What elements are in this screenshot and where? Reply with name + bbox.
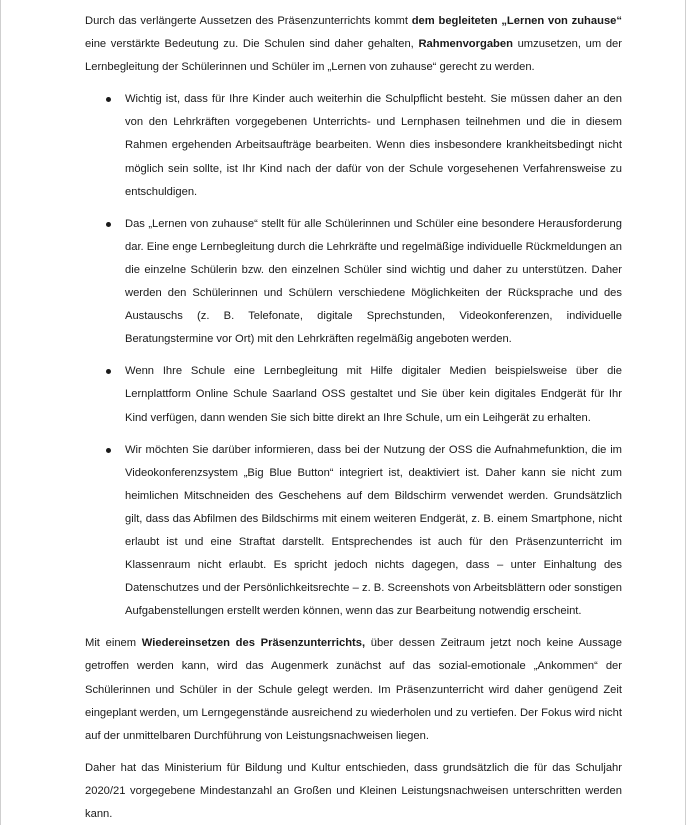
- intro-bold-phrase: dem begleiteten „Lernen von zuhause“: [411, 15, 622, 27]
- paragraph-bold-phrase: Wiedereinsetzen des Präsenzunterrichts,: [141, 637, 366, 650]
- intro-text: umzusetzen, um der Lernbegleitung der Schülerinnen und Schüler im „Lernen von zuhause“ gerecht zu werden.: [85, 38, 622, 74]
- bullet-list: [85, 88, 622, 623]
- intro-bold-phrase: Rahmenvorgaben: [418, 38, 513, 51]
- paragraph-text: über dessen Zeitraum jetzt noch keine Aussage getroffen werden kann, wird das Augenmerk zunächst auf das sozial-emotionale „Ankommen“ der Schülerinnen und Schüler in der Schule gelegt werden. Im Präsenzunterricht wird daher genügend Zeit eingeplant werden, um Lerngegenstände ausreichend zu wiederholen und zu vertiefen. Der Fokus wird nicht auf der unmittelbaren Durchführung von Leistungsnachweisen liegen.: [85, 637, 622, 742]
- intro-text: eine verstärkte Bedeutung zu. Die Schulen sind daher gehalten,: [85, 38, 419, 51]
- paragraph-leistungsnachweise: Daher hat das Ministerium für Bildung und Kultur entschieden, dass grundsätzlich die für das Schuljahr 2020/21 vorgegebene Mindestanzahl an Großen und Kleinen Leistungsnachweisen unterschritten werden kann.: [85, 761, 622, 820]
- document-body: [85, 10, 622, 835]
- paragraph-text: Mit einem: [85, 637, 142, 650]
- bullet-item-schulpflicht: Wichtig ist, dass für Ihre Kinder auch weiterhin die Schulpflicht besteht. Sie müssen daher an den von den Lehrkräften vorgegebenen Unterrichts- und Lernphasen teilnehmen und die in diesem Rahmen ergehenden Arbeitsaufträge bearbeiten. Wenn dies insbesondere krankheitsbedingt nicht möglich sein sollte, ist Ihr Kind nach der dafür von der Schule vorgesehenen Verfahrensweise zu entschuldigen.: [125, 88, 622, 203]
- intro-text: Durch das verlängerte Aussetzen des Präsenzunterrichts kommt: [85, 15, 412, 27]
- intro-paragraph: [85, 10, 622, 79]
- bullet-item-lernbegleitung: Das „Lernen von zuhause“ stellt für alle Schülerinnen und Schüler eine besondere Herausforderung dar. Eine enge Lernbegleitung durch die Lehrkräfte und regelmäßige individuelle Rückmeldungen an die einzelne Schülerin bzw. den einzelnen Schüler sind wichtig und daher zu unterstützen. Daher werden den Schülerinnen und Schülern verschiedene Möglichkeiten der Rücksprache und des Austauschs (z. B. Telefonate, digitale Sprechstunden, Videokonferenzen, individuelle Beratungstermine vor Ort) mit den Lehrkräften regelmäßig angeboten werden.: [125, 213, 622, 352]
- bullet-item-datenschutz: Wir möchten Sie darüber informieren, dass bei der Nutzung der OSS die Aufnahmefunktion, die im Videokonferenzsystem „Big Blue Button“ integriert ist, deaktiviert ist. Daher kann sie nicht zum heimlichen Mitschneiden des Geschehens auf dem Bildschirm verwendet werden. Grundsätzlich gilt, dass das Abfilmen des Bildschirms mit einem weiteren Endgerät, z. B. einem Smartphone, nicht erlaubt ist und eine Straftat darstellt. Entsprechendes ist auch für den Präsenzunterricht im Klassenraum nicht erlaubt. Es spricht jedoch nichts dagegen, dass – unter Einhaltung des Datenschutzes und der Persönlichkeitsrechte – z. B. Screenshots von Arbeitsblättern oder sonstigen Aufgabenstellungen erstellt werden können, wenn das zur Bearbeitung notwendig erscheint.: [125, 439, 622, 624]
- paragraph-praesenzunterricht: [85, 632, 622, 747]
- bullet-item-leihgeraet: Wenn Ihre Schule eine Lernbegleitung mit Hilfe digitaler Medien beispielsweise über die Lernplattform Online Schule Saarland OSS gestaltet und Sie über kein digitales Endgerät für Ihr Kind verfügen, dann wenden Sie sich bitte direkt an Ihre Schule, um ein Leihgerät zu erhalten.: [125, 360, 622, 429]
